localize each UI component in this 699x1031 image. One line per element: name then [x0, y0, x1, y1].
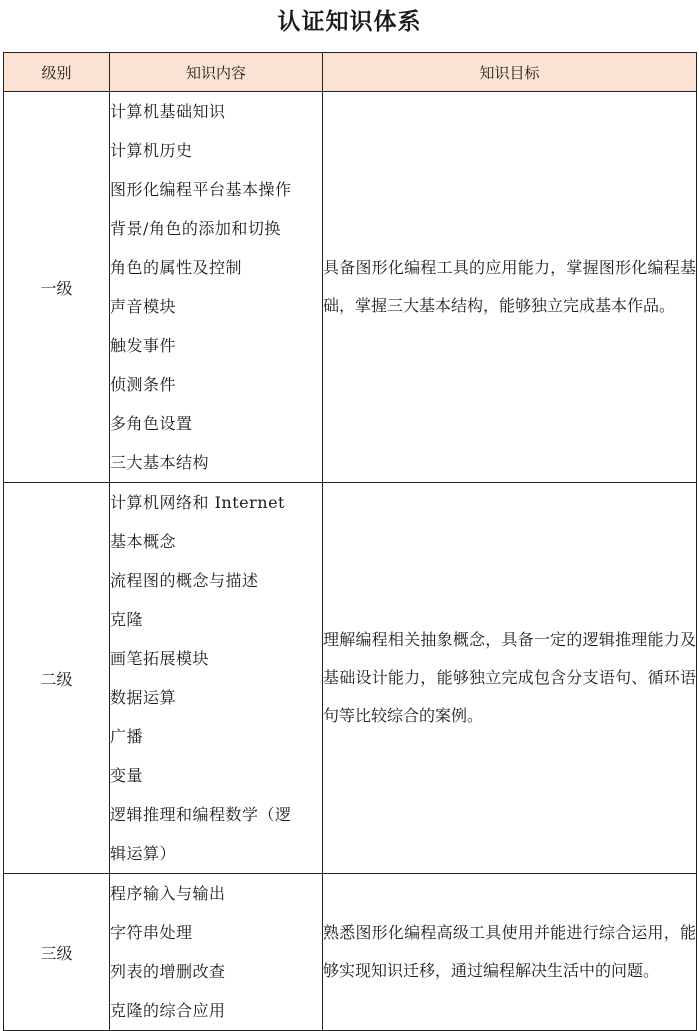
content-item: 三大基本结构 [110, 453, 210, 472]
content-item: 触发事件 [110, 336, 177, 355]
goal-cell: 理解编程相关抽象概念，具备一定的逻辑推理能力及基础设计能力，能够独立完成包含分支语句、循环语句等比较综合的案例。 [323, 483, 697, 874]
knowledge-table [3, 52, 697, 1031]
goal-cell: 具备图形化编程工具的应用能力，掌握图形化编程基础，掌握三大基本结构，能够独立完成基本作品。 [323, 92, 697, 483]
content-item: 画笔拓展模块 [110, 649, 210, 668]
table-row [4, 92, 697, 483]
content-cell [110, 92, 323, 483]
content-item: 声音模块 [110, 297, 177, 316]
content-item: 图形化编程平台基本操作 [110, 180, 292, 199]
content-item: 数据运算 [110, 688, 177, 707]
goal-cell: 熟悉图形化编程高级工具使用并能进行综合运用，能够实现知识迁移，通过编程解决生活中的问题。 [323, 874, 697, 1031]
content-item: 背景/角色的添加和切换 [110, 219, 281, 238]
level-cell: 一级 [4, 92, 110, 483]
content-item: 逻辑推理和编程数学（逻 [110, 805, 292, 824]
content-item: 辑运算） [110, 844, 177, 863]
header-goal: 知识目标 [323, 53, 697, 92]
content-item: 广播 [110, 727, 144, 746]
content-item: 变量 [110, 766, 144, 785]
content-item: 字符串处理 [110, 923, 193, 942]
content-item: 基本概念 [110, 532, 177, 551]
content-item: 角色的属性及控制 [110, 258, 243, 277]
content-item: 计算机网络和 Internet [110, 493, 285, 512]
level-cell: 二级 [4, 483, 110, 874]
content-cell [110, 874, 323, 1031]
table-row [4, 874, 697, 1031]
content-cell [110, 483, 323, 874]
table-header-row [4, 53, 697, 92]
content-item: 克隆的综合应用 [110, 1001, 226, 1020]
content-item: 列表的增删改查 [110, 962, 226, 981]
content-item: 程序输入与输出 [110, 884, 226, 903]
level-cell: 三级 [4, 874, 110, 1031]
table-row [4, 483, 697, 874]
content-item: 克隆 [110, 610, 144, 629]
content-item: 流程图的概念与描述 [110, 571, 259, 590]
document-title: 认证知识体系 [277, 9, 422, 35]
content-item: 计算机历史 [110, 141, 193, 160]
content-item: 侦测条件 [110, 375, 177, 394]
header-content: 知识内容 [110, 53, 323, 92]
content-item: 计算机基础知识 [110, 102, 226, 121]
header-level: 级别 [4, 53, 110, 92]
content-item: 多角色设置 [110, 414, 193, 433]
